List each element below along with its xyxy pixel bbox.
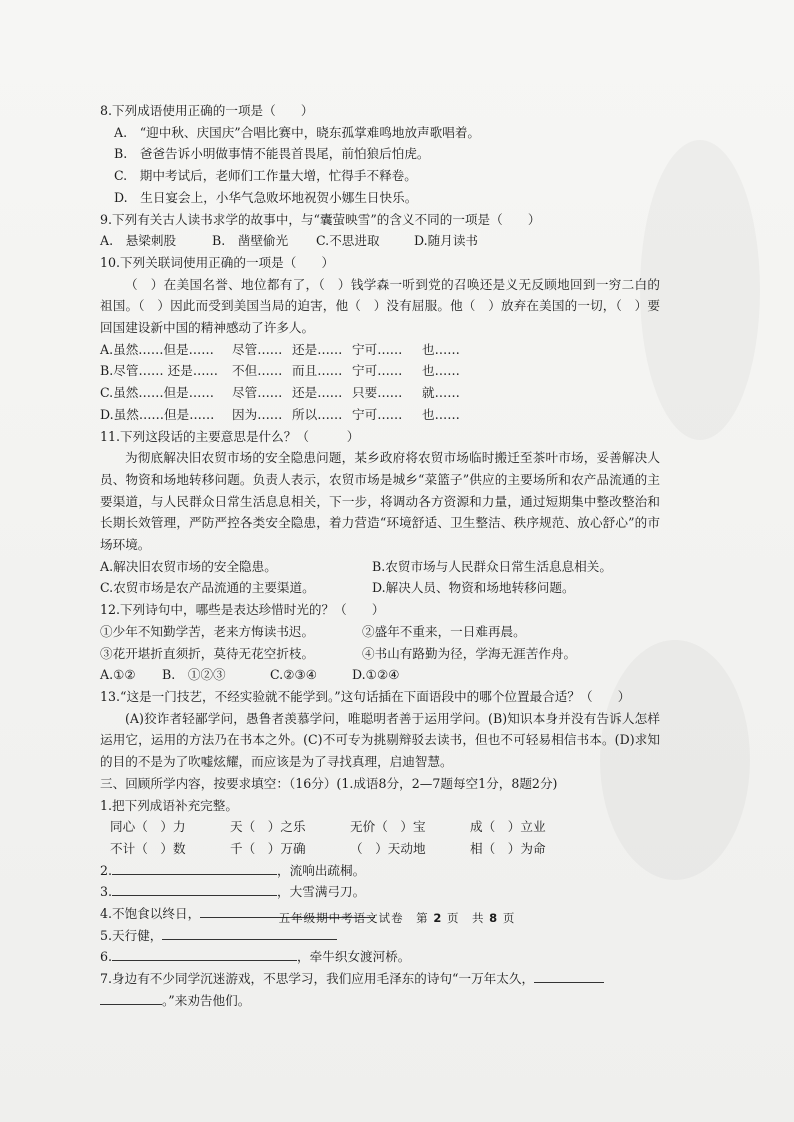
q5-blank[interactable] (162, 925, 337, 940)
q10-option-a (100, 339, 660, 361)
q12-option-b: B. ①②③ (162, 667, 226, 683)
q10-option-b-part: 宁可…… (352, 363, 403, 379)
q12-options (100, 664, 660, 686)
q4-prefix: 4.不饱食以终日， (100, 906, 201, 922)
idiom-item: 相（ ）为命 (470, 840, 546, 856)
q9-option-b: B. 凿壁偷光 (212, 233, 289, 249)
idiom-item: （ ）天动地 (350, 840, 426, 856)
q10-option-a-part: A.虽然……但是…… (100, 341, 214, 357)
q7-text: 7.身边有不少同学沉迷游戏，不思学习，我们应用毛泽东的诗句“一万年太久， (100, 971, 535, 987)
footer-page-number: 2 (433, 911, 443, 925)
q8-option-c: C. 期中考试后，老师们工作量大增，忙得手不释卷。 (114, 168, 417, 184)
q10-option-d-part: 也…… (422, 406, 460, 422)
q2-number: 2. (100, 862, 113, 878)
q10-option-b-part: B.尽管…… 还是…… (100, 363, 219, 379)
q12-option-d: D.①②④ (352, 667, 400, 683)
exam-content (100, 100, 660, 1012)
q2-suffix: ，流响出疏桐。 (277, 862, 366, 878)
idiom-item: 无价（ ）宝 (350, 819, 426, 835)
q12-poem-row-2 (100, 643, 660, 665)
q6-number: 6. (100, 949, 113, 965)
q9-option-c: C.不思进取 (316, 233, 380, 249)
section3-q6 (100, 946, 660, 968)
q10-option-b (100, 360, 660, 382)
section3-q1: 1.把下列成语补充完整。 (100, 797, 238, 813)
idiom-row-2 (100, 838, 660, 860)
q11-options-row-2 (100, 577, 660, 599)
q6-blank[interactable] (112, 946, 297, 961)
q9-stem: 9.下列有关古人读书求学的故事中，与“囊萤映雪”的含义不同的一项是（ ） (100, 211, 541, 227)
q10-option-d-part: D.虽然……但是…… (100, 406, 215, 422)
q12-poem-line: ①少年不知勤学苦，老来方悔读书迟。 (100, 623, 315, 639)
q11-options-row-1 (100, 556, 660, 578)
q12-poem-line: ②盛年不重来，一日难再晨。 (362, 623, 526, 639)
q11-option-a: A.解决旧农贸市场的安全隐患。 (100, 558, 277, 574)
q7-blank-2[interactable] (100, 990, 162, 1005)
section3-q7 (100, 968, 660, 990)
q5-prefix: 5.天行健， (100, 927, 163, 943)
q11-option-d: D.解决人员、物资和场地转移问题。 (372, 580, 575, 596)
idiom-item: 天（ ）之乐 (230, 819, 306, 835)
q12-poem-line: ③花开堪折直须折，莫待无花空折枝。 (100, 645, 315, 661)
q10-option-d-part: 所以…… (292, 406, 343, 422)
q7-end: 。”来劝告他们。 (162, 992, 251, 1008)
q13-stem: 13.“这是一门技艺，不经实验就不能学到。”这句话插在下面语段中的哪个位置最合适？（ ） (100, 688, 631, 704)
footer-prefix: 五年级期中考语文试卷 第 (278, 911, 429, 925)
q8-option-b: B. 爸爸告诉小明做事情不能畏首畏尾，前怕狼后怕虎。 (114, 146, 430, 162)
idiom-item: 千（ ）万确 (230, 840, 306, 856)
q10-option-a-part: 也…… (422, 341, 460, 357)
q6-suffix: ，牵牛织女渡河桥。 (297, 949, 411, 965)
section3-q7-cont (100, 990, 660, 1012)
q12-poem-row-1 (100, 621, 660, 643)
idiom-item: 成（ ）立业 (470, 819, 546, 835)
q3-blank[interactable] (112, 881, 277, 896)
section3-title: 三、回顾所学内容，按要求填空：（16分）(1.成语8分，2—7题每空1分，8题2分) (100, 775, 558, 791)
q13-passage: (A)狡诈者轻鄙学问，愚鲁者羡慕学问，唯聪明者善于运用学问。(B)知识本身并没有告诉人怎样运用它，运用的方法乃在书本之外。(C)不可专为挑剔辩驳去读书，但也不可轻易相信书本。(D)求知的目的不是为了吹嘘炫耀，而应该是为了寻找真理，启迪智慧。 (100, 710, 660, 770)
q8-option-a: A. “迎中秋、庆国庆”合唱比赛中，晓东孤掌难鸣地放声歌唱着。 (114, 124, 481, 140)
q2-blank[interactable] (112, 860, 277, 875)
q10-option-c-part: C.虽然……但是…… (100, 385, 214, 401)
q10-option-d-part: 因为…… (232, 406, 283, 422)
q10-option-a-part: 还是…… (292, 341, 343, 357)
q10-option-d (100, 404, 660, 426)
q10-option-a-part: 宁可…… (352, 341, 403, 357)
q10-option-c (100, 382, 660, 404)
q12-stem: 12.下列诗句中，哪些是表达珍惜时光的？（ ） (100, 602, 385, 618)
q8-stem: 8.下列成语使用正确的一项是（ ） (100, 103, 314, 118)
q11-option-c: C.农贸市场是农产品流通的主要渠道。 (100, 580, 315, 596)
q3-suffix: ，大雪满弓刀。 (277, 884, 366, 900)
q9-options (100, 230, 660, 252)
q12-poem-line: ④书山有路勤为径，学海无涯苦作舟。 (362, 645, 577, 661)
q10-option-c-part: 只要…… (352, 385, 403, 401)
q10-option-c-part: 尽管…… (232, 385, 283, 401)
idiom-item: 同心（ ）力 (110, 819, 186, 835)
q8-option-d: D. 生日宴会上，小华气急败坏地祝贺小娜生日快乐。 (114, 189, 418, 205)
q11-option-b: B.农贸市场与人民群众日常生活息息相关。 (372, 558, 612, 574)
q10-option-c-part: 就…… (422, 385, 460, 401)
idiom-item: 不计（ ）数 (110, 840, 186, 856)
q10-option-d-part: 宁可…… (352, 406, 403, 422)
q10-option-b-part: 而且…… (292, 363, 343, 379)
q10-option-a-part: 尽管…… (232, 341, 283, 357)
q10-option-c-part: 还是…… (292, 385, 343, 401)
footer-mid: 页 共 (447, 911, 485, 925)
section3-q2 (100, 860, 660, 882)
q10-option-b-part: 不但…… (232, 363, 283, 379)
q7-blank-1[interactable] (534, 968, 604, 983)
q9-option-a: A. 悬梁刺股 (100, 233, 177, 249)
q3-number: 3. (100, 884, 113, 900)
q10-passage: （ ）在美国名誉、地位都有了，（ ）钱学森一听到党的召唤还是义无反顾地回到一穷二白的祖国。（ ）因此而受到美国当局的迫害，他（ ）没有屈服。他（ ）放弃在美国的一切，（ ）要回国建设新中国的精神感动了许多人。 (100, 276, 660, 336)
footer-suffix: 页 (502, 911, 516, 925)
page-footer (0, 910, 794, 926)
idiom-row-1 (100, 816, 660, 838)
footer-total-pages: 8 (489, 911, 499, 925)
q9-option-d: D.随月读书 (414, 233, 479, 249)
q12-option-c: C.②③④ (270, 667, 318, 683)
section3-q5 (100, 925, 660, 947)
q11-passage: 为彻底解决旧农贸市场的安全隐患问题，某乡政府将农贸市场临时搬迁至茶叶市场，妥善解决人员、物资和场地转移问题。负责人表示，农贸市场是城乡“菜篮子”供应的主要场所和农产品流通的主要渠道，与人民群众日常生活息息相关，下一步，将调动各方资源和力量，通过短期集中整改整治和长期长效管理，严防严控各类安全隐患，着力营造“环境舒适、卫生整洁、秩序规范、放心舒心”的市场环境。 (100, 450, 660, 553)
section3-q3 (100, 881, 660, 903)
q11-stem: 11.下列这段话的主要意思是什么？（ ） (100, 428, 360, 444)
q10-option-b-part: 也…… (422, 363, 460, 379)
q10-stem: 10.下列关联词使用正确的一项是（ ） (100, 254, 335, 270)
q12-option-a: A.①② (100, 667, 136, 683)
